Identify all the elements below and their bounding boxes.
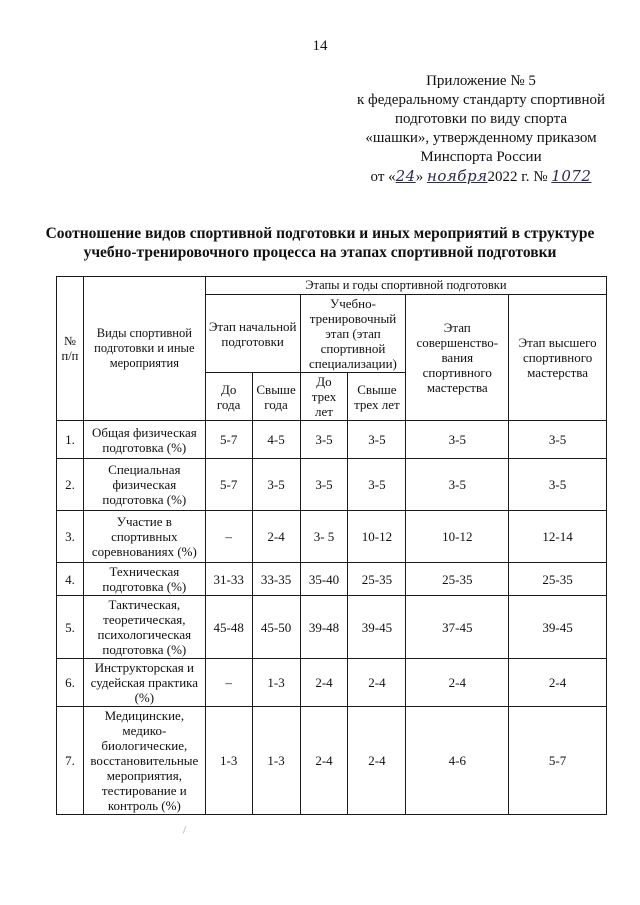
row-name: Специальная физическая подготовка (%) [83, 459, 205, 511]
appendix-header [350, 72, 612, 187]
row-name: Общая физическая подготовка (%) [83, 421, 205, 459]
row-number: 3. [57, 511, 84, 563]
table-row [57, 659, 607, 707]
table-row [57, 459, 607, 511]
cell-value: 3-5 [300, 459, 348, 511]
title-line-1: Соотношение видов спортивной подготовки и иных мероприятий в структуре [45, 225, 595, 242]
appendix-line-1: Приложение № 5 [426, 73, 536, 89]
cell-value: 2-4 [348, 707, 406, 815]
cell-value: 45-48 [205, 596, 252, 659]
header-stages-group: Этапы и годы спортивной подготовки [205, 277, 606, 295]
row-name: Тактическая, теоретическая, психологическая подготовка (%) [83, 596, 205, 659]
cell-value: 4-6 [406, 707, 509, 815]
appendix-line-5: Минспорта России [420, 149, 542, 165]
cell-value: 10-12 [406, 511, 509, 563]
cell-value: 5-7 [205, 459, 252, 511]
header-training-over-three: Свыше трех лет [348, 373, 406, 421]
cell-value: 3-5 [252, 459, 300, 511]
cell-value: 2-4 [406, 659, 509, 707]
appendix-line-4: «шашки», утвержденному приказом [365, 130, 597, 146]
row-name: Участие в спортивных соревнованиях (%) [83, 511, 205, 563]
cell-value: 35-40 [300, 563, 348, 596]
cell-value: 3-5 [348, 459, 406, 511]
header-stage-initial: Этап начальной подготовки [205, 295, 300, 373]
cell-value: 3-5 [348, 421, 406, 459]
cell-value: 1-3 [252, 659, 300, 707]
training-ratio-table [56, 276, 607, 815]
header-initial-over-year: Свыше года [252, 373, 300, 421]
cell-value: 3-5 [300, 421, 348, 459]
table-row [57, 563, 607, 596]
row-number: 7. [57, 707, 84, 815]
cell-value: 3-5 [509, 459, 607, 511]
row-number: 4. [57, 563, 84, 596]
row-name: Инструкторская и судейская практика (%) [83, 659, 205, 707]
cell-value: 31-33 [205, 563, 252, 596]
cell-value: 25-35 [509, 563, 607, 596]
cell-value: 39-48 [300, 596, 348, 659]
cell-value: 3-5 [406, 459, 509, 511]
scan-mark [183, 826, 189, 835]
cell-value: 39-45 [348, 596, 406, 659]
cell-value: 2-4 [300, 659, 348, 707]
cell-value: 37-45 [406, 596, 509, 659]
cell-value: 2-4 [509, 659, 607, 707]
date-prefix: от « [370, 169, 396, 185]
cell-value: 5-7 [205, 421, 252, 459]
title-line-2: учебно-тренировочного процесса на этапах спортивной подготовки [83, 244, 557, 261]
appendix-date-line [350, 167, 612, 187]
cell-value: – [205, 659, 252, 707]
order-number-handwritten: 1072 [551, 167, 592, 185]
row-name: Техническая подготовка (%) [83, 563, 205, 596]
appendix-line-3: подготовки по виду спорта [395, 111, 567, 127]
page-number: 14 [312, 38, 328, 54]
cell-value: 45-50 [252, 596, 300, 659]
table-row [57, 596, 607, 659]
date-day-handwritten: 24 [395, 167, 416, 185]
appendix-line-2: к федеральному стандарту спортивной [356, 92, 606, 108]
row-number: 6. [57, 659, 84, 707]
cell-value: 2-4 [348, 659, 406, 707]
cell-value: 25-35 [348, 563, 406, 596]
cell-value: – [205, 511, 252, 563]
header-initial-up-to-year: До года [205, 373, 252, 421]
row-number: 2. [57, 459, 84, 511]
date-year: 2022 г. № [487, 169, 552, 185]
cell-value: 33-35 [252, 563, 300, 596]
cell-value: 5-7 [509, 707, 607, 815]
cell-value: 3-5 [406, 421, 509, 459]
document-title [40, 224, 600, 262]
header-stage-highest: Этап высшего спортивного мастерства [509, 295, 607, 421]
table-row [57, 421, 607, 459]
cell-value: 25-35 [406, 563, 509, 596]
cell-value: 1-3 [205, 707, 252, 815]
cell-value: 10-12 [348, 511, 406, 563]
cell-value: 1-3 [252, 707, 300, 815]
cell-value: 2-4 [300, 707, 348, 815]
cell-value: 4-5 [252, 421, 300, 459]
header-training-up-to-three: До трех лет [300, 373, 348, 421]
date-mid: » [415, 169, 427, 185]
row-number: 5. [57, 596, 84, 659]
cell-value: 39-45 [509, 596, 607, 659]
header-kind: Виды спортивной подготовки и иные мероприятия [83, 277, 205, 421]
table-row [57, 511, 607, 563]
cell-value: 3-5 [509, 421, 607, 459]
row-name: Медицинские, медико-биологические, восстановительные мероприятия, тестирование и контроль (%) [83, 707, 205, 815]
row-number: 1. [57, 421, 84, 459]
header-stage-training: Учебно-тренировочный этап (этап спортивной специализации) [300, 295, 406, 373]
header-stage-improvement: Этап совершенство-вания спортивного мастерства [406, 295, 509, 421]
date-month-handwritten: ноября [426, 167, 488, 185]
table-row [57, 707, 607, 815]
cell-value: 3- 5 [300, 511, 348, 563]
cell-value: 2-4 [252, 511, 300, 563]
cell-value: 12-14 [509, 511, 607, 563]
header-num: № п/п [57, 277, 84, 421]
